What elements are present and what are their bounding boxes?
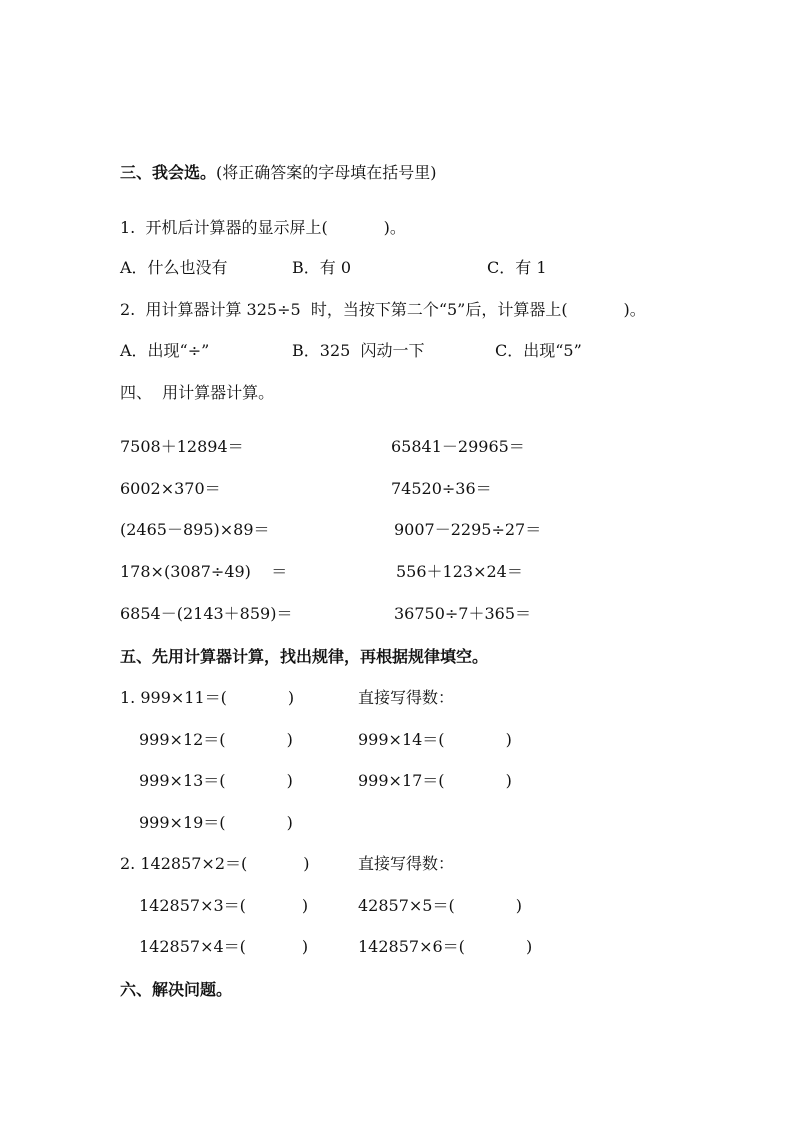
pattern2-right-2: 142857×6＝( )	[358, 937, 533, 956]
pattern2-head: 2. 142857×2＝( )	[120, 854, 310, 873]
pattern1-left-3: 999×19＝( )	[139, 813, 293, 832]
calc-left-4: 178×(3087÷49) ＝	[120, 562, 288, 581]
calc-right-5: 36750÷7＋365＝	[394, 604, 532, 623]
calc-right-2: 74520÷36＝	[391, 479, 492, 498]
pattern1-head: 1. 999×11＝( )	[120, 688, 295, 707]
section3-heading	[120, 163, 437, 183]
pattern2-left-2: 142857×4＝( )	[139, 937, 309, 956]
q1-option-a: A．什么也没有	[120, 258, 228, 277]
q1-option-c: C．有 1	[487, 258, 547, 277]
pattern1-right-2: 999×17＝( )	[358, 771, 512, 790]
q2-option-c: C．出现“5”	[495, 341, 582, 360]
calc-left-1: 7508＋12894＝	[120, 437, 244, 456]
calc-left-3: (2465－895)×89＝	[120, 520, 270, 539]
pattern2-hint: 直接写得数：	[358, 854, 455, 873]
section3-note: (将正确答案的字母填在括号里)	[216, 163, 437, 182]
pattern1-hint: 直接写得数：	[358, 688, 455, 707]
calc-left-2: 6002×370＝	[120, 479, 221, 498]
calc-right-4: 556＋123×24＝	[396, 562, 523, 581]
pattern1-right-1: 999×14＝( )	[358, 730, 512, 749]
pattern2-left-1: 142857×3＝( )	[139, 896, 309, 915]
q2-option-b: B．325 闪动一下	[292, 341, 425, 360]
section6-title: 六、解决问题。	[120, 980, 233, 999]
pattern1-left-2: 999×13＝( )	[139, 771, 293, 790]
q1-text: 1. 开机后计算器的显示屏上( )。	[120, 218, 406, 237]
section5-title: 五、先用计算器计算，找出规律，再根据规律填空。	[120, 647, 489, 666]
q1-option-b: B．有 0	[292, 258, 352, 277]
pattern1-left-1: 999×12＝( )	[139, 730, 293, 749]
section4-title: 四、 用计算器计算。	[120, 383, 275, 402]
pattern2-right-1: 42857×5＝( )	[358, 896, 523, 915]
q2-text: 2. 用计算器计算 325÷5 时，当按下第二个“5”后，计算器上( )。	[120, 300, 646, 319]
calc-right-1: 65841－29965＝	[391, 437, 525, 456]
q2-option-a: A．出现“÷”	[120, 341, 210, 360]
calc-left-5: 6854－(2143＋859)＝	[120, 604, 293, 623]
calc-right-3: 9007－2295÷27＝	[394, 520, 542, 539]
section3-title: 三、我会选。	[120, 163, 217, 182]
